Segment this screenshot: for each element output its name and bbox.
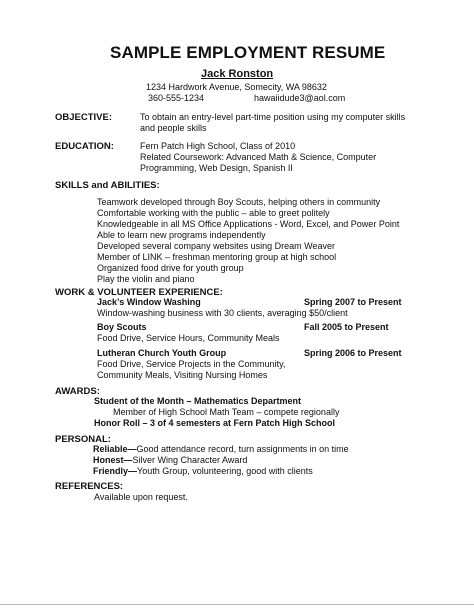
personal-label: Reliable—: [93, 444, 137, 454]
work-entry-line: Community Meals, Visiting Nursing Homes: [97, 370, 268, 380]
skills-item: Teamwork developed through Boy Scouts, helping others in community: [97, 197, 381, 207]
skills-heading: SKILLS and ABILITIES:: [55, 180, 160, 191]
work-entry-line: Food Drive, Service Projects in the Community,: [97, 359, 286, 369]
references-text: Available upon request.: [94, 492, 188, 502]
objective-line: To obtain an entry-level part-time position using my computer skills: [140, 112, 406, 122]
education-line: Fern Patch High School, Class of 2010: [140, 141, 296, 151]
bottom-divider: [0, 604, 474, 605]
award-line: Honor Roll – 3 of 4 semesters at Fern Patch High School: [94, 418, 336, 428]
work-entry-date: Fall 2005 to Present: [304, 322, 389, 332]
address: 1234 Hardwork Avenue, Somecity, WA 98632: [146, 82, 327, 92]
skills-item: Play the violin and piano: [97, 274, 195, 284]
award-line: Student of the Month – Mathematics Department: [94, 396, 302, 406]
skills-item: Knowledgeable in all MS Office Applications - Word, Excel, and Power Point: [97, 219, 400, 229]
personal-item: [93, 467, 313, 476]
work-entry-title: Boy Scouts: [97, 322, 147, 332]
work-entry-date: Spring 2007 to Present: [304, 297, 402, 307]
applicant-name: Jack Ronston: [201, 68, 274, 80]
references-heading: REFERENCES:: [55, 481, 124, 492]
work-entry-title: Lutheran Church Youth Group: [97, 348, 227, 358]
personal-label: Honest—: [93, 455, 133, 465]
personal-label: Friendly—: [93, 466, 138, 476]
education-line: Programming, Web Design, Spanish II: [140, 163, 293, 173]
personal-text: Youth Group, volunteering, good with clients: [137, 466, 313, 476]
skills-item: Able to learn new programs independently: [97, 230, 266, 240]
work-entry-title: Jack’s Window Washing: [97, 297, 201, 307]
skills-item: Member of LINK – freshman mentoring group at high school: [97, 252, 337, 262]
email: hawaiidude3@aol.com: [254, 93, 346, 103]
work-entry-line: Window-washing business with 30 clients, averaging $50/client: [97, 308, 348, 318]
personal-text: Silver Wing Character Award: [132, 455, 248, 465]
award-line: Member of High School Math Team – compete regionally: [113, 407, 340, 417]
skills-item: Developed several company websites using Dream Weaver: [97, 241, 335, 251]
personal-item: [93, 445, 349, 454]
phone: 360-555-1234: [148, 93, 205, 103]
personal-heading: PERSONAL:: [55, 434, 111, 445]
work-heading: WORK & VOLUNTEER EXPERIENCE:: [55, 287, 223, 298]
education-heading: EDUCATION:: [55, 141, 114, 152]
awards-heading: AWARDS:: [55, 386, 100, 397]
work-entry-line: Food Drive, Service Hours, Community Meals: [97, 333, 280, 343]
work-entry-date: Spring 2006 to Present: [304, 348, 402, 358]
personal-item: [93, 456, 247, 465]
skills-item: Comfortable working with the public – able to greet politely: [97, 208, 330, 218]
skills-item: Organized food drive for youth group: [97, 263, 244, 273]
objective-heading: OBJECTIVE:: [55, 112, 113, 123]
education-line: Related Coursework: Advanced Math & Science, Computer: [140, 152, 377, 162]
personal-text: Good attendance record, turn assignments in on time: [136, 444, 349, 454]
objective-line: and people skills: [140, 123, 207, 133]
resume-title: SAMPLE EMPLOYMENT RESUME: [110, 43, 386, 62]
